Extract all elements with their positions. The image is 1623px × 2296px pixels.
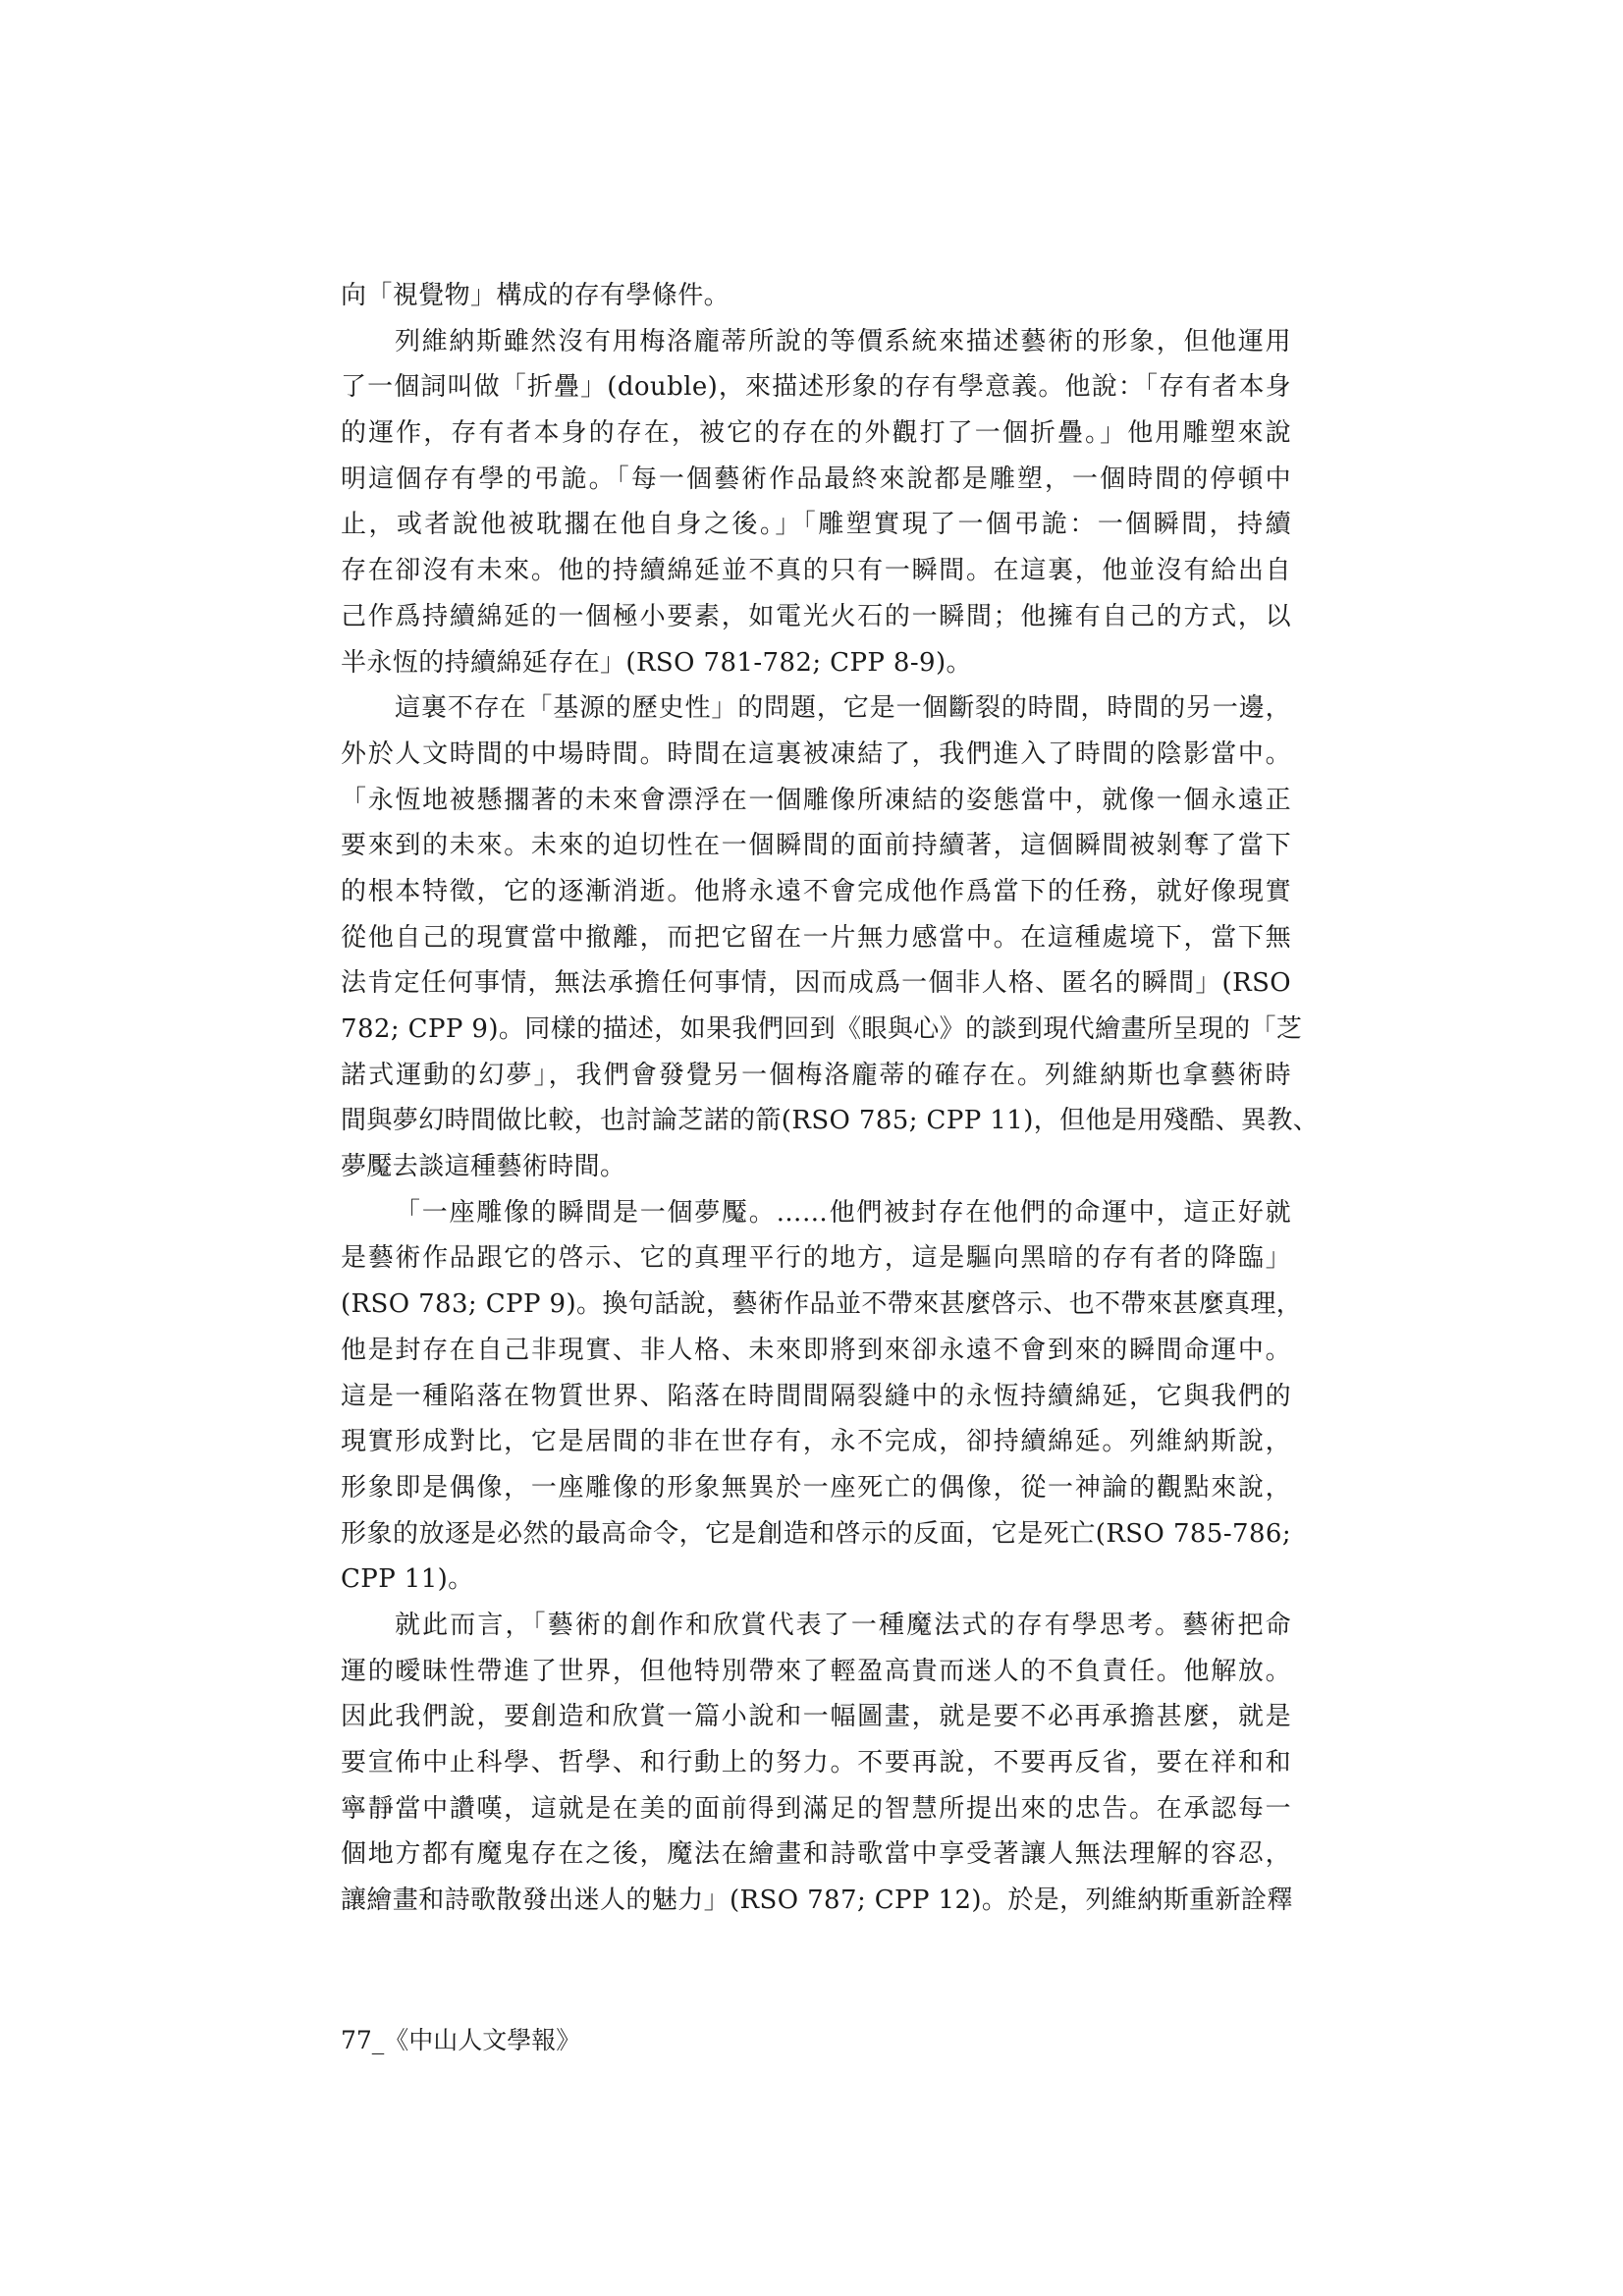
text-line: 形象的放逐是必然的最高命令，它是創造和啓示的反面，它是死亡(RSO 785-786; <box>341 1518 1291 1549</box>
text-line: 存在卻沒有未來。他的持續綿延並不真的只有一瞬間。在這裏，他並沒有給出自 <box>341 556 1291 586</box>
text-line: 止，或者說他被耽擱在他自身之後。」「雕塑實現了一個弔詭：一個瞬間，持續 <box>341 510 1291 540</box>
text-line: 個地方都有魔鬼存在之後，魔法在繪畫和詩歌當中享受著讓人無法理解的容忍， <box>341 1839 1291 1870</box>
text-line: 的根本特徵，它的逐漸消逝。他將永遠不會完成他作爲當下的任務，就好像現實 <box>341 876 1291 906</box>
text-line: 要來到的未來。未來的迫切性在一個瞬間的面前持續著，這個瞬間被剝奪了當下 <box>341 831 1291 861</box>
text-line: 外於人文時間的中場時間。時間在這裏被凍結了，我們進入了時間的陰影當中。 <box>341 738 1291 769</box>
text-line: 要宣佈中止科學、哲學、和行動上的努力。不要再說，不要再反省，要在祥和和 <box>341 1748 1291 1777</box>
page-footer: 77_《中山人文學報》 <box>341 2026 581 2054</box>
text-line: 是藝術作品跟它的啓示、它的真理平行的地方，這是驅向黑暗的存有者的降臨」 <box>341 1243 1291 1274</box>
text-line: 「永恆地被懸擱著的未來會漂浮在一個雕像所凍結的姿態當中，就像一個永遠正 <box>341 785 1291 815</box>
text-line: 運的曖昧性帶進了世界，但他特別帶來了輕盈高貴而迷人的不負責任。他解放。 <box>341 1656 1291 1686</box>
text-line: (RSO 783; CPP 9)。換句話說，藝術作品並不帶來甚麼啓示、也不帶來甚麼真理， <box>341 1289 1303 1320</box>
text-line: 「一座雕像的瞬間是一個夢魘。……他們被封存在他們的命運中，這正好就 <box>395 1197 1291 1228</box>
text-line: 明這個存有學的弔詭。「每一個藝術作品最終來說都是雕塑，一個時間的停頓中 <box>341 464 1291 494</box>
text-line: CPP 11)。 <box>341 1564 474 1595</box>
text-line: 法肯定任何事情，無法承擔任何事情，因而成爲一個非人格、匿名的瞬間」(RSO <box>341 968 1291 999</box>
body-text <box>341 273 1320 1924</box>
text-line: 形象即是偶像，一座雕像的形象無異於一座死亡的偶像，從一神論的觀點來說， <box>341 1472 1291 1503</box>
text-line: 這裏不存在「基源的歷史性」的問題，它是一個斷裂的時間，時間的另一邊， <box>395 693 1291 724</box>
text-line: 諾式運動的幻夢」，我們會發覺另一個梅洛龐蒂的確存在。列維納斯也拿藝術時 <box>341 1060 1291 1090</box>
text-line: 半永恆的持續綿延存在」(RSO 781-782; CPP 8-9)。 <box>341 647 972 678</box>
text-line: 現實形成對比，它是居間的非在世存有，永不完成，卻持續綿延。列維納斯說， <box>341 1427 1291 1457</box>
text-line: 的運作，存有者本身的存在，被它的存在的外觀打了一個折疊。」他用雕塑來說 <box>341 418 1291 449</box>
text-line: 782; CPP 9)。同樣的描述，如果我們回到《眼與心》的談到現代繪畫所呈現的「芝 <box>341 1014 1303 1044</box>
text-line: 讓繪畫和詩歌散發出迷人的魅力」(RSO 787; CPP 12)。於是，列維納斯重新詮釋 <box>341 1886 1293 1916</box>
text-line: 了一個詞叫做「折疊」(double)，來描述形象的存有學意義。他說：「存有者本身 <box>341 372 1291 403</box>
text-line: 就此而言，「藝術的創作和欣賞代表了一種魔法式的存有學思考。藝術把命 <box>395 1610 1291 1640</box>
text-line: 向「視覺物」構成的存有學條件。 <box>341 281 730 310</box>
text-line: 列維納斯雖然沒有用梅洛龐蒂所說的等價系統來描述藝術的形象，但他運用 <box>395 326 1291 356</box>
text-line: 寧靜當中讚嘆，這就是在美的面前得到滿足的智慧所提出來的忠告。在承認每一 <box>341 1793 1291 1824</box>
text-line: 間與夢幻時間做比較，也討論芝諾的箭(RSO 785; CPP 11)，但他是用殘酷、異教、 <box>341 1106 1320 1136</box>
text-line: 夢魘去談這種藝術時間。 <box>341 1152 626 1182</box>
text-line: 他是封存在自己非現實、非人格、未來即將到來卻永遠不會到來的瞬間命運中。 <box>341 1335 1291 1365</box>
text-line: 這是一種陷落在物質世界、陷落在時間間隔裂縫中的永恆持續綿延，它與我們的 <box>341 1381 1291 1411</box>
text-line: 己作爲持續綿延的一個極小要素，如電光火石的一瞬間；他擁有自己的方式，以 <box>341 601 1291 631</box>
text-line: 從他自己的現實當中撤離，而把它留在一片無力感當中。在這種處境下，當下無 <box>341 922 1291 953</box>
text-line: 因此我們說，要創造和欣賞一篇小說和一幅圖畫，就是要不必再承擔甚麼，就是 <box>341 1702 1291 1732</box>
